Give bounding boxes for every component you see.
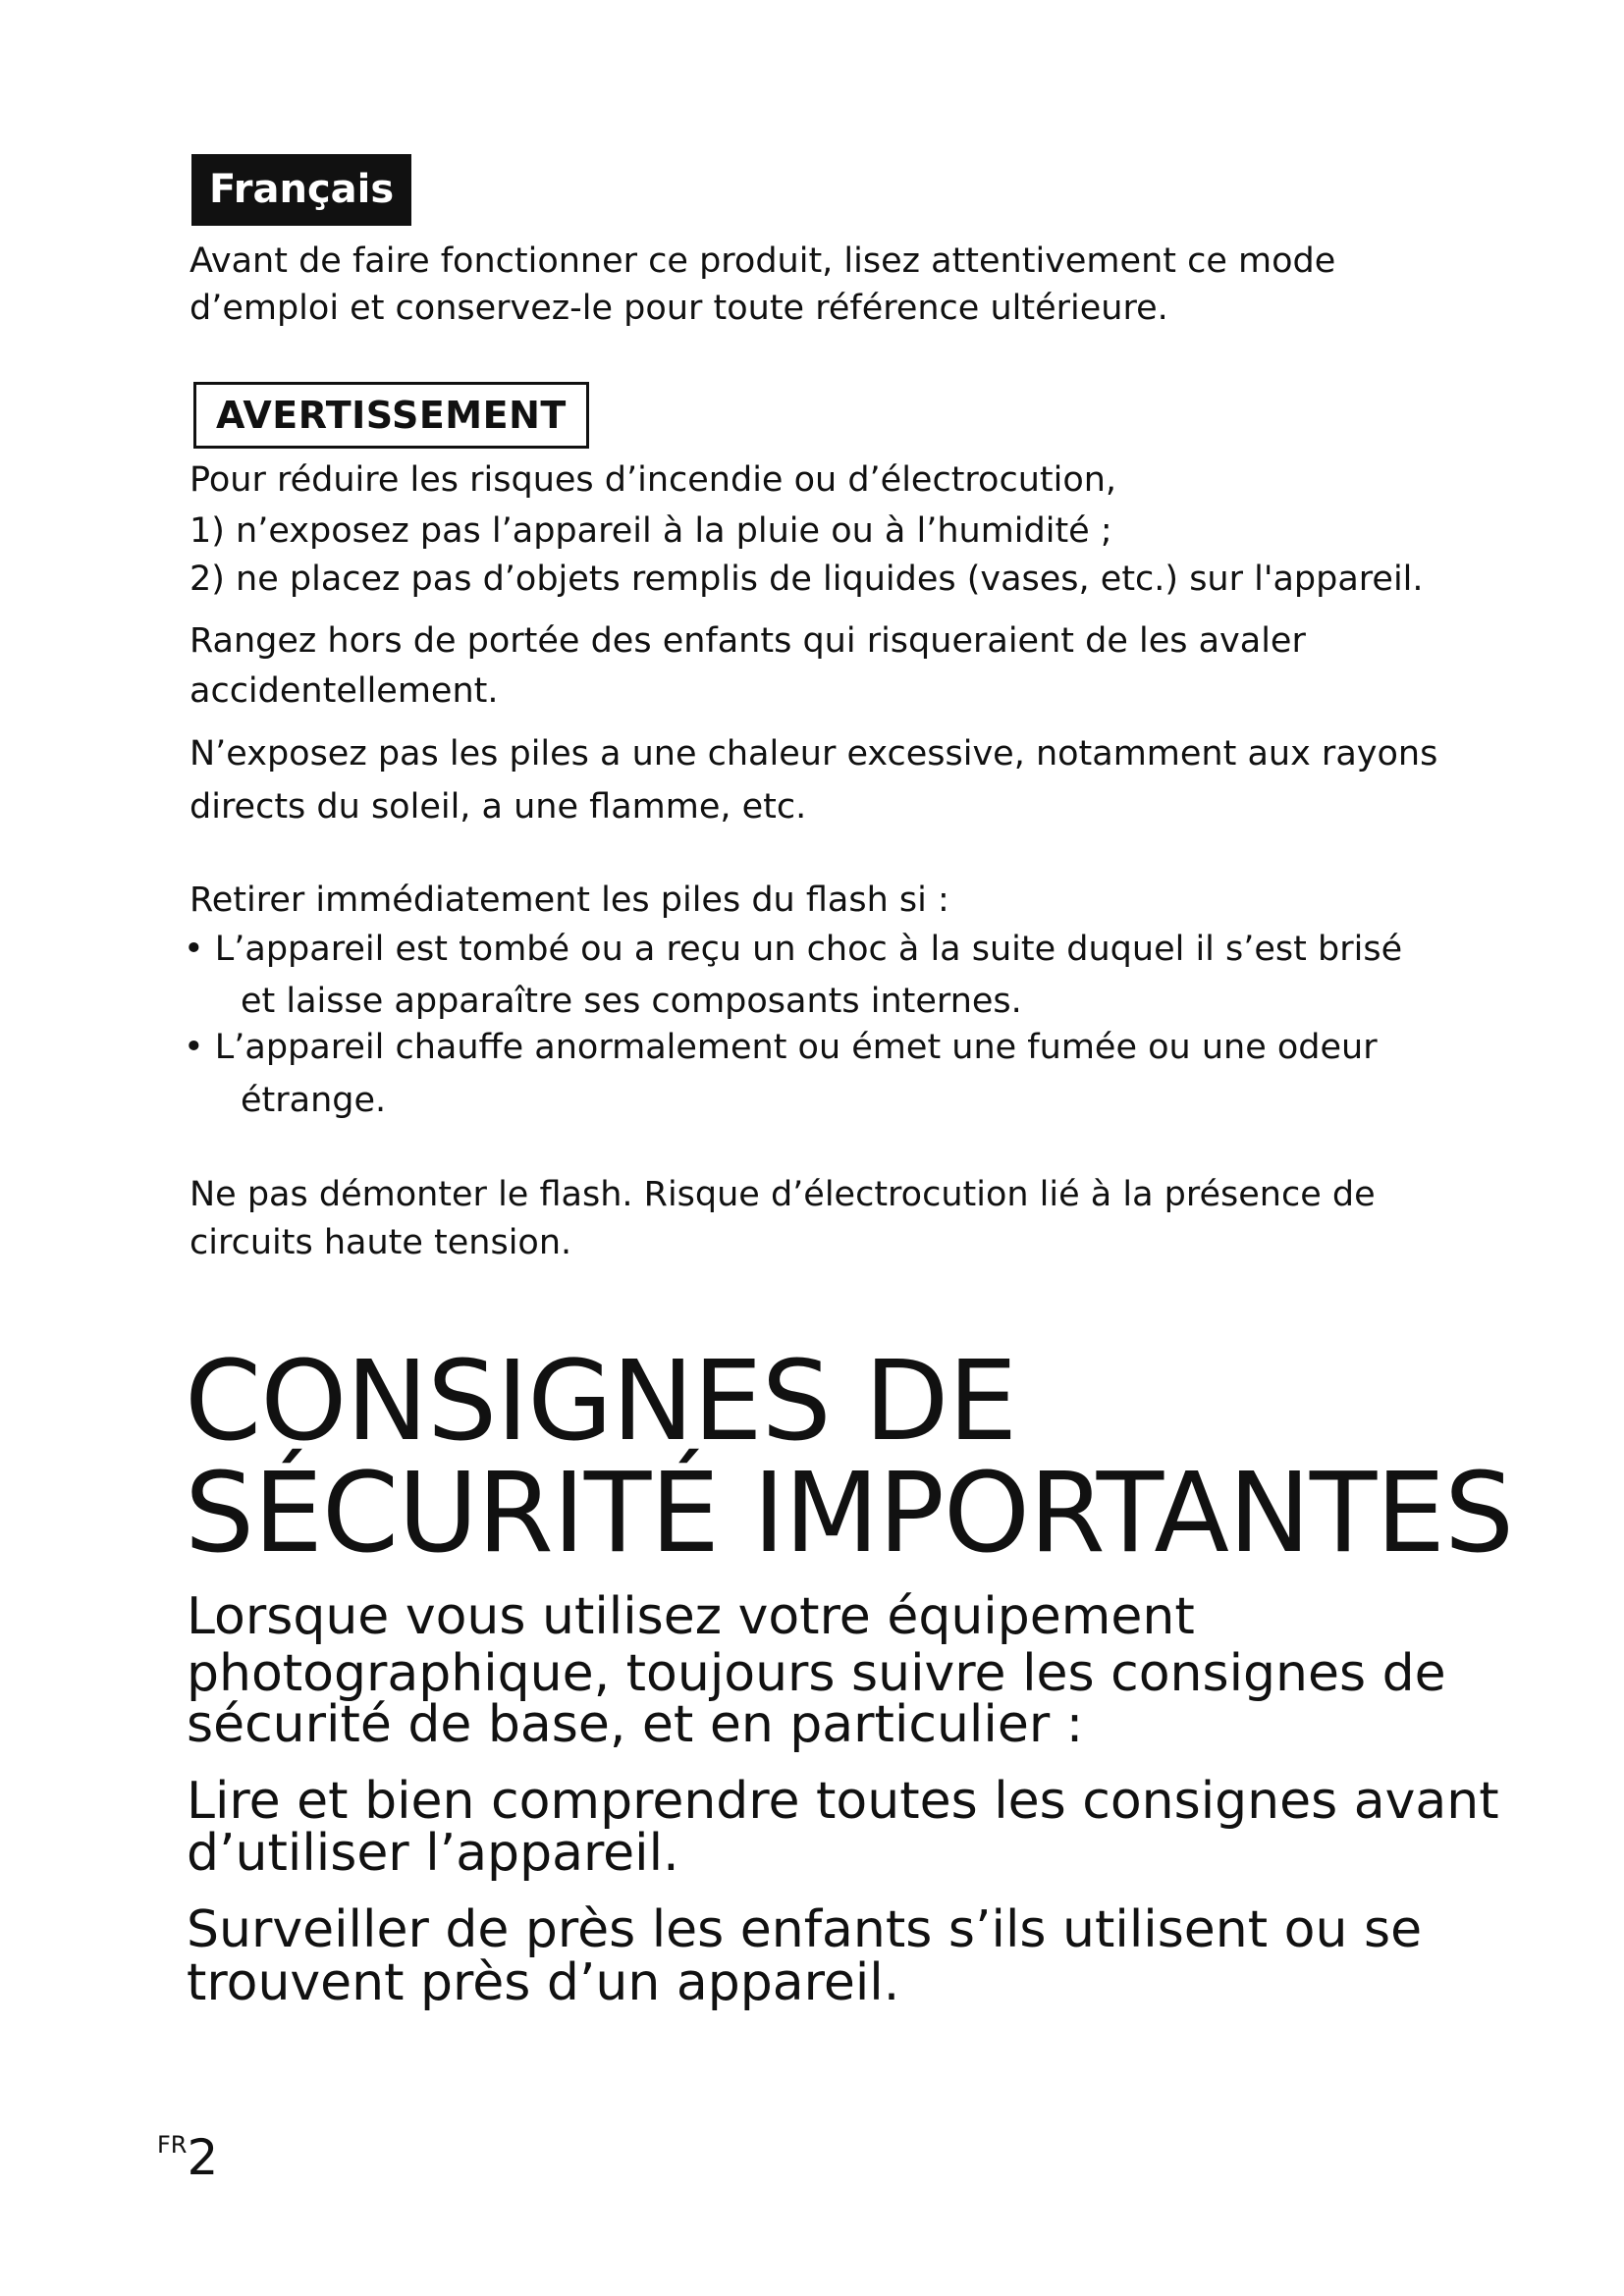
heat-line-1: N’exposez pas les piles a une chaleur excessive, notamment aux rayons <box>189 734 1438 774</box>
intro-line-1: Avant de faire fonctionner ce produit, lisez attentivement ce mode <box>189 241 1336 281</box>
safety-para2-line-1: Lire et bien comprendre toutes les consignes avant <box>187 1772 1499 1831</box>
intro-line-2: d’emploi et conservez-le pour toute référence ultérieure. <box>189 289 1168 328</box>
warning-line-3: 2) ne placez pas d’objets remplis de liquides (vases, etc.) sur l'appareil. <box>189 560 1424 599</box>
page-prefix: FR <box>157 2131 188 2159</box>
safety-para3-line-1: Surveiller de près les enfants s’ils utilisent ou se <box>187 1900 1423 1959</box>
safety-para1-line-1: Lorsque vous utilisez votre équipement <box>187 1587 1195 1646</box>
language-badge: Français <box>191 154 411 226</box>
page-number <box>157 2115 218 2187</box>
bullet-1-line-2: et laisse apparaître ses composants internes. <box>241 982 1022 1021</box>
disassembly-line-2: circuits haute tension. <box>189 1223 572 1262</box>
disassembly-line-1: Ne pas démonter le flash. Risque d’électrocution lié à la présence de <box>189 1175 1376 1214</box>
warning-heading: AVERTISSEMENT <box>193 382 589 449</box>
heat-line-2: directs du soleil, a une flamme, etc. <box>189 787 807 827</box>
bullet-1-line-1: • L’appareil est tombé ou a reçu un choc à la suite duquel il s’est brisé <box>184 930 1403 969</box>
bullet-2-line-2: étrange. <box>241 1081 387 1120</box>
warning-line-1: Pour réduire les risques d’incendie ou d’électrocution, <box>189 460 1117 500</box>
safety-para3-line-2: trouvent près d’un appareil. <box>187 1953 900 2012</box>
bullet-2-line-1: • L’appareil chauffe anormalement ou émet une fumée ou une odeur <box>184 1028 1378 1067</box>
safety-para1-line-2: photographique, toujours suivre les consignes de <box>187 1644 1446 1703</box>
children-line-1: Rangez hors de portée des enfants qui risqueraient de les avaler <box>189 621 1306 661</box>
remove-intro: Retirer immédiatement les piles du flash si : <box>189 881 949 920</box>
safety-title-line-1: CONSIGNES DE <box>185 1338 1017 1466</box>
warning-line-2: 1) n’exposez pas l’appareil à la pluie ou à l’humidité ; <box>189 511 1112 551</box>
safety-title-line-2: SÉCURITÉ IMPORTANTES <box>185 1450 1514 1577</box>
safety-para2-line-2: d’utiliser l’appareil. <box>187 1824 679 1883</box>
safety-para1-line-3: sécurité de base, et en particulier : <box>187 1695 1084 1754</box>
page-number-value: 2 <box>187 2129 219 2186</box>
children-line-2: accidentellement. <box>189 671 499 711</box>
